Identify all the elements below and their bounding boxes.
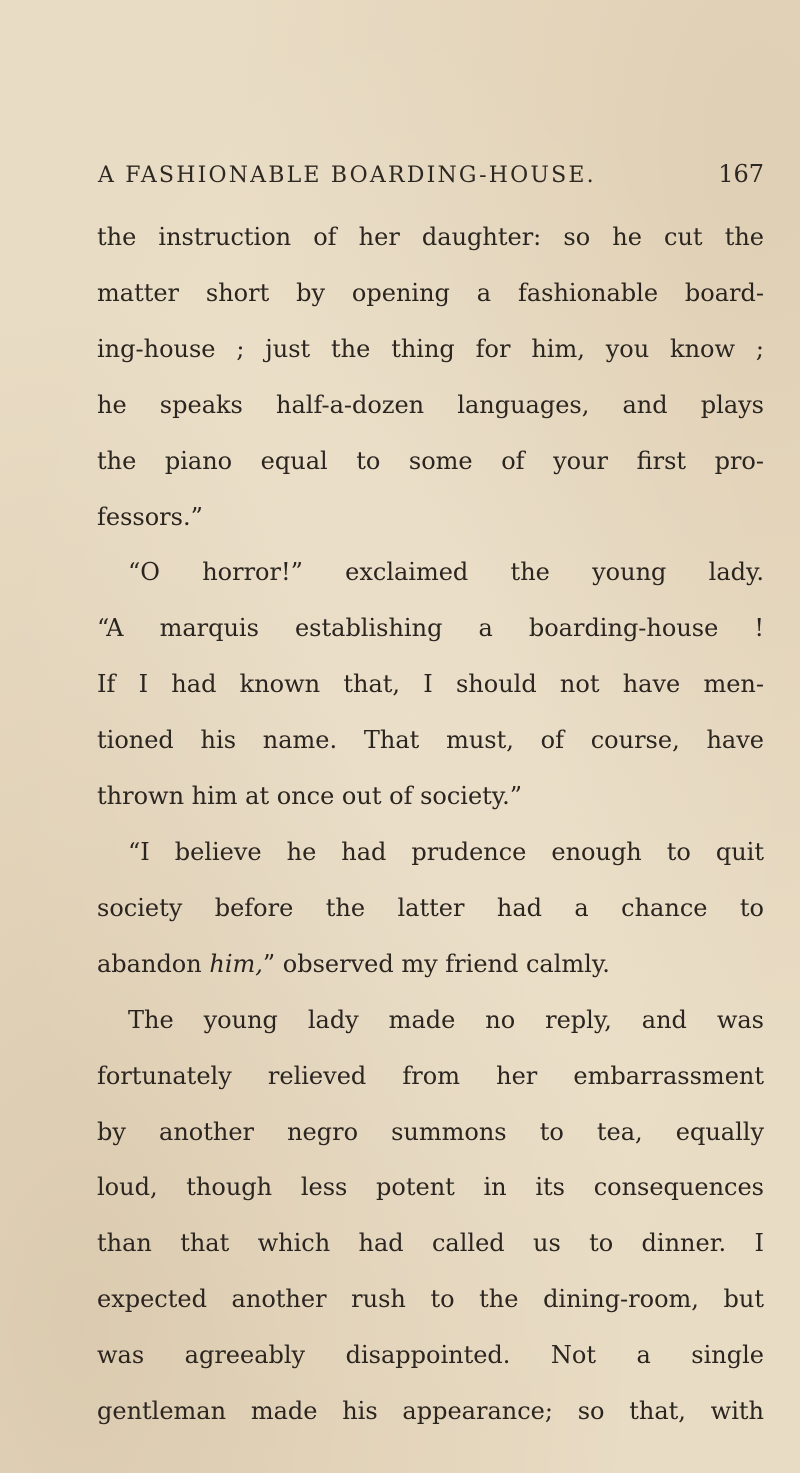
text-line: by another negro summons to tea, equally — [97, 1117, 764, 1146]
text-line: “O horror!” exclaimed the young lady. — [128, 558, 764, 587]
running-head — [98, 160, 764, 200]
text-line: thrown him at once out of society.” — [97, 782, 523, 811]
italic-word: him, — [209, 949, 263, 978]
text-line: If I had known that, I should not have men- — [97, 670, 764, 699]
text-line: “I believe he had prudence enough to quit — [128, 838, 764, 866]
text-line: expected another rush to the dining-room, but — [97, 1285, 764, 1314]
text-line: society before the latter had a chance to — [97, 893, 764, 922]
text-line: gentleman made his appearance; so that, with — [97, 1397, 764, 1426]
text-line: fessors.” — [97, 502, 203, 531]
text-line: the instruction of her daughter: so he cut the — [97, 223, 764, 251]
text-line: “A marquis establishing a boarding-house ! — [97, 614, 764, 643]
text-line — [97, 937, 610, 993]
text-segment: abandon — [97, 949, 202, 978]
running-title: A FASHIONABLE BOARDING-HOUSE. — [98, 163, 596, 188]
text-segment: ” observed my friend calmly. — [262, 949, 610, 978]
text-line: fortunately relieved from her embarrassment — [97, 1061, 764, 1090]
text-line: than that which had called us to dinner. I — [97, 1229, 764, 1258]
text-line: was agreeably disappointed. Not a single — [97, 1341, 764, 1370]
text-line: he speaks half-a-dozen languages, and plays — [97, 390, 764, 419]
text-line: ing-house ; just the thing for him, you know ; — [97, 334, 764, 363]
text-line: tioned his name. That must, of course, have — [97, 726, 764, 755]
text-line: The young lady made no reply, and was — [128, 1005, 764, 1034]
page-number: 167 — [718, 160, 764, 188]
text-line: matter short by opening a fashionable board- — [97, 278, 764, 307]
text-line: the piano equal to some of your first pro- — [97, 446, 764, 475]
text-line: loud, though less potent in its consequences — [97, 1173, 764, 1202]
